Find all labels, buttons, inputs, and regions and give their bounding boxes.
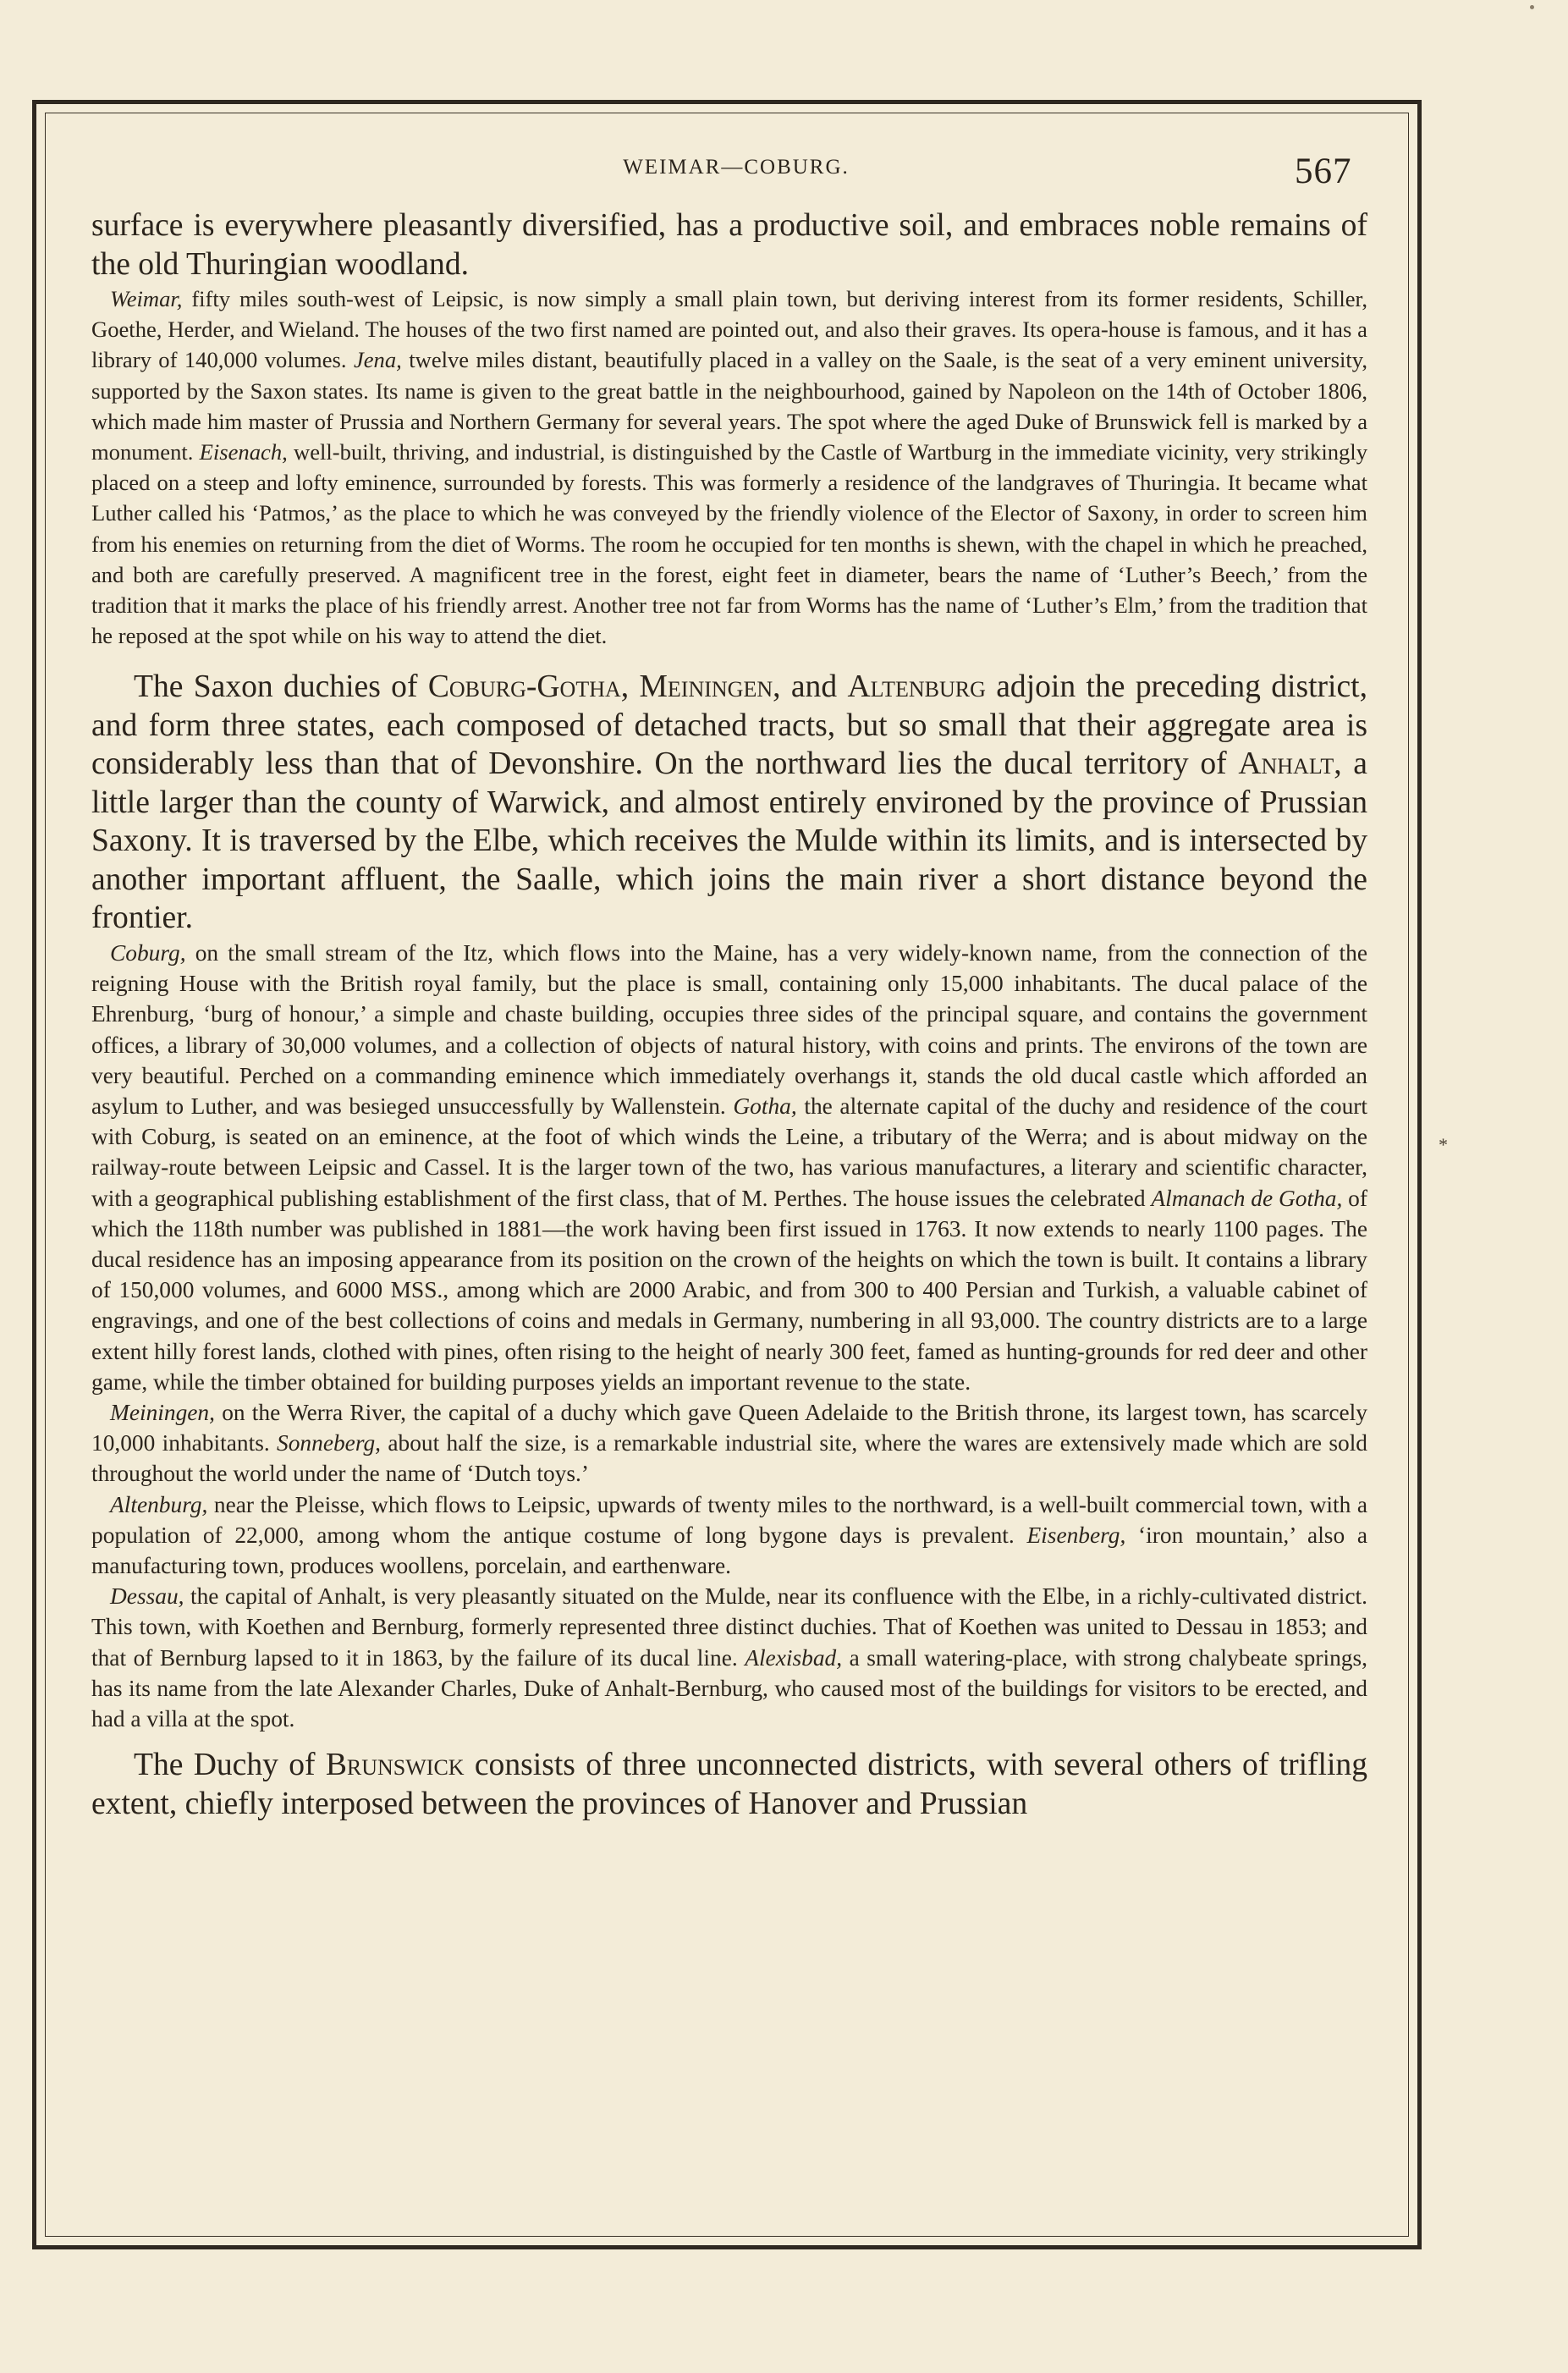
title-almanach-de-gotha: Almanach de Gotha, (1151, 1185, 1343, 1211)
paragraph-text: on the small stream of the Itz, which flows into the Maine, has a very widely-known name, from the connection of the reigning House with the British royal family, but the place is small, containing only 15,000 inhabitants. The ducal palace of the Ehrenburg, ‘burg of honour,’ a simple and chaste building, occupies three sides of the principal square, and contains the government offices, a library of 30,000 volumes, and a collection of objects of natural history, with coins and prints. The environs of the town are very beautiful. Perched on a commanding eminence which immediately overhangs it, stands the old ducal castle which afforded an asylum to Luther, and was besieged unsuccessfully by Wallenstein. (91, 939, 1367, 1119)
paragraph-weimar (91, 284, 1367, 651)
running-title: WEIMAR—COBURG. (623, 156, 850, 179)
region-name-anhalt: Anhalt, (1238, 746, 1342, 782)
paragraph-text: near the Pleisse, which flows to Leipsic, upwards of twenty miles to the northward, is a well-built commercial town, with a population of 22,000, among whom the antique costume of long bygone days is prevalent. (91, 1491, 1367, 1548)
paragraph-text: a small watering-place, with strong chalybeate springs, has its name from the late Alexander Charles, Duke of Anhalt-Bernburg, who caused most of the buildings for visitors to be erected, and had a villa at the spot. (91, 1644, 1367, 1732)
place-name-gotha: Gotha, (733, 1093, 797, 1119)
region-name-brunswick: Brunswick (325, 1748, 465, 1783)
paragraph-saxon-duchies (91, 668, 1367, 938)
paragraph-text: a little larger than the county of Warwick, and almost entirely environed by the province of Prussian Saxony. It is traversed by the Elbe, which receives the Mulde within its limits, and is intersected by another important affluent, the Saalle, which joins the main river a short distance beyond the frontier. (91, 746, 1367, 936)
paragraph-brunswick (91, 1746, 1367, 1823)
paragraph-text: fifty miles south-west of Leipsic, is now simply a small plain town, but deriving interest from its former residents, Schiller, Goethe, Herder, and Wieland. The houses of the two first named are pointed out, and also their graves. Its opera-house is famous, and it has a library of 140,000 volumes. (91, 286, 1367, 373)
page-header (0, 151, 1568, 201)
place-name-coburg: Coburg, (110, 939, 186, 966)
paragraph-text: well-built, thriving, and industrial, is distinguished by the Castle of Wartburg in the immediate vicinity, very strikingly placed on a steep and lofty eminence, surrounded by forests. This was formerly a residence of the landgraves of Thuringia. It became what Luther called his ‘Patmos,’ as the place to which he was conveyed by the friendly violence of the Elector of Saxony, in order to screen him from his enemies on returning from the diet of Worms. The room he occupied for ten months is shewn, with the chapel in which he preached, and both are carefully preserved. A magnificent tree in the forest, eight feet in diameter, bears the name of ‘Luther’s Beech,’ from the tradition that it marks the place of his friendly arrest. Another tree not far from Worms has the name of ‘Luther’s Elm,’ from the tradition that he reposed at the spot while on his way to attend the diet. (91, 439, 1367, 649)
place-name-meiningen: Meiningen, (110, 1399, 215, 1425)
region-name-coburg-gotha: Coburg-Gotha, (427, 669, 630, 705)
place-name-alexisbad: Alexisbad, (745, 1644, 843, 1671)
scan-speck (1530, 5, 1534, 9)
page-body (91, 206, 1367, 1823)
place-name-dessau: Dessau, (110, 1583, 184, 1610)
page-number: 567 (1295, 151, 1352, 191)
paragraph-text: about half the size, is a remarkable industrial site, where the wares are extensively made which are sold throughout the world under the name of ‘Dutch toys.’ (91, 1430, 1367, 1487)
paragraph-meiningen (91, 1397, 1367, 1489)
place-name-altenburg: Altenburg, (110, 1491, 208, 1517)
paragraph-text: of which the 118th number was published in 1881—the work having been first issued in 1763. It now extends to nearly 1100 pages. The ducal residence has an imposing appearance from its position on the crown of the heights on which the town is built. It contains a library of 150,000 volumes, and 6000 MSS., among which are 2000 Arabic, and from 300 to 400 Persian and Turkish, a valuable cabinet of engravings, and one of the best collections of coins and medals in Germany, numbering in all 93,000. The country districts are to a large extent hilly forest lands, clothed with pines, often rising to the height of nearly 300 feet, famed as hunting-grounds for red deer and other game, while the timber obtained for building purposes yields an important revenue to the state. (91, 1185, 1367, 1395)
paragraph-thuringia-continued (91, 206, 1367, 284)
paragraph-text: consists of three unconnected districts, with several others of trifling extent, chiefly interposed between the provinces of Hanover and Prussian (91, 1748, 1368, 1821)
paragraph-text: The Duchy of (134, 1748, 326, 1783)
place-name-jena: Jena, (353, 347, 402, 373)
paragraph-text: ‘iron mountain,’ also a manufacturing town, produces woollens, porcelain, and earthenware. (91, 1522, 1368, 1578)
paragraph-text: and (780, 669, 848, 705)
place-name-sonneberg: Sonneberg, (277, 1430, 382, 1456)
place-name-weimar: Weimar, (110, 286, 183, 311)
paragraph-altenburg (91, 1489, 1367, 1582)
place-name-eisenach: Eisenach, (199, 439, 288, 465)
paragraph-text (629, 669, 639, 704)
paragraph-text: surface is everywhere pleasantly diversified, has a productive soil, and embraces noble remains of the old Thuringian woodland. (91, 208, 1367, 282)
paragraph-text: adjoin the preceding district, and form three states, each composed of detached tracts, but so small that their aggregate area is considerably less than that of Devonshire. On the northward lies the ducal territory of (91, 669, 1367, 782)
region-name-altenburg: Altenburg (847, 669, 986, 705)
paragraph-dessau (91, 1581, 1367, 1734)
region-name-meiningen: Meiningen, (639, 669, 781, 705)
paragraph-text: on the Werra River, the capital of a duchy which gave Queen Adelaide to the British throne, its largest town, has scarcely 10,000 inhabitants. (91, 1399, 1367, 1456)
place-name-eisenberg: Eisenberg, (1026, 1522, 1126, 1548)
paragraph-coburg (91, 938, 1367, 1397)
paragraph-text: The Saxon duchies of (134, 669, 428, 705)
paragraph-text: twelve miles distant, beautifully placed in a valley on the Saale, is the seat of a very eminent university, supported by the Saxon states. Its name is given to the great battle in the neighbourhood, gained by Napoleon on the 14th of October 1806, which made him master of Prussia and Northern Germany for several years. The spot where the aged Duke of Brunswick fell is marked by a monument. (91, 347, 1367, 465)
margin-asterisk: * (1439, 1134, 1448, 1155)
paragraph-text: the alternate capital of the duchy and residence of the court with Coburg, is seated on an eminence, at the foot of which winds the Leine, a tributary of the Werra; and is about midway on the railway-route between Leipsic and Cassel. It is the larger town of the two, has various manufactures, a literary and scientific character, with a geographical publishing establishment of the first class, that of M. Perthes. The house issues the celebrated (91, 1093, 1368, 1211)
paragraph-text: the capital of Anhalt, is very pleasantly situated on the Mulde, near its confluence with the Elbe, in a richly-cultivated district. This town, with Koethen and Bernburg, formerly represented three distinct duchies. That of Koethen was united to Dessau in 1853; and that of Bernburg lapsed to it in 1863, by the failure of its ducal line. (91, 1583, 1367, 1671)
